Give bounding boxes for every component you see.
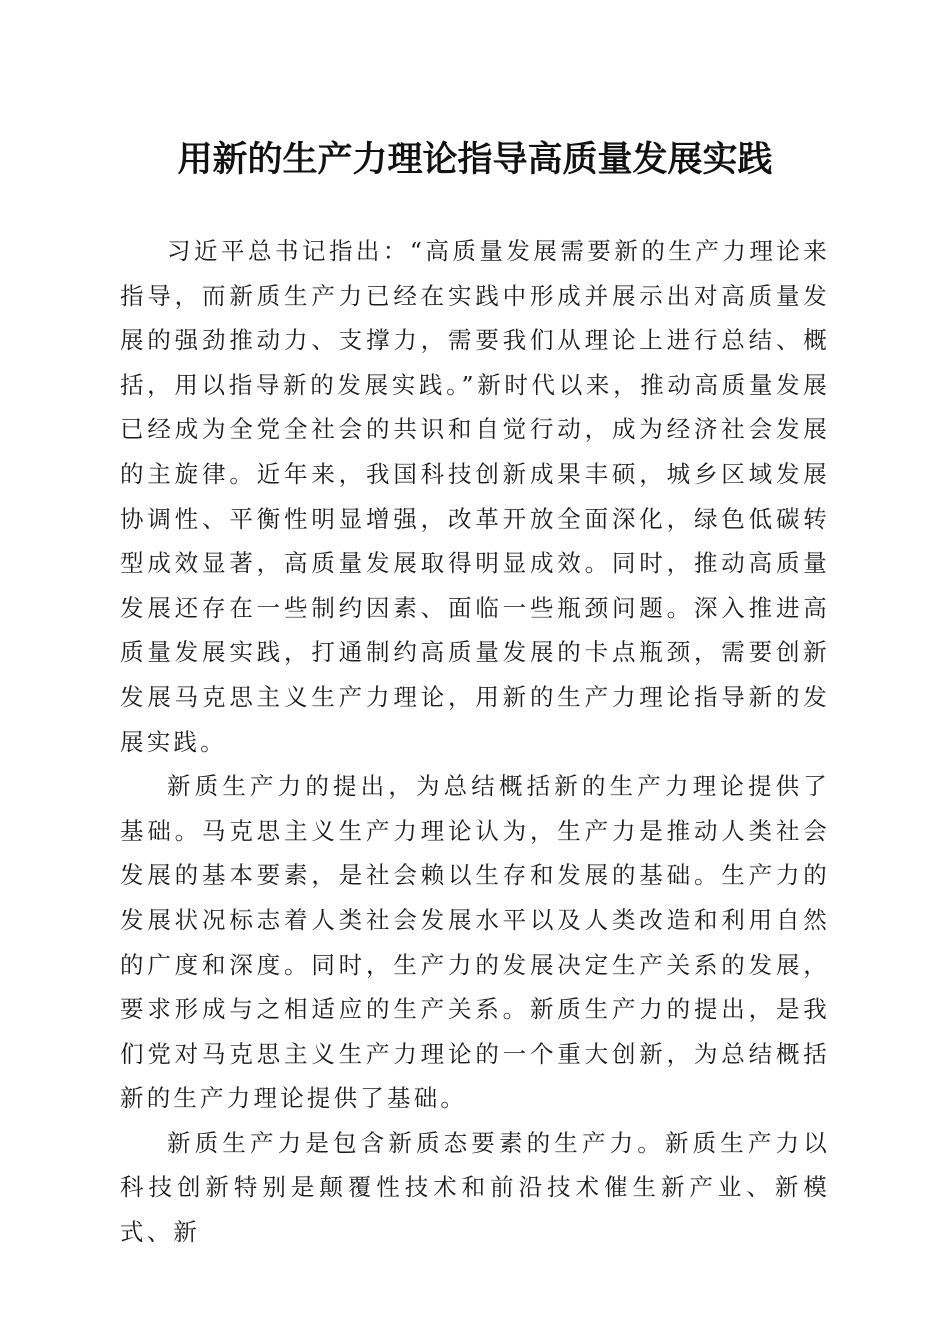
paragraph-2: 新质生产力的提出，为总结概括新的生产力理论提供了基础。马克思主义生产力理论认为，生产力是推动人类社会发展的基本要素，是社会赖以生存和发展的基础。生产力的发展状况标志着人类社会发展水平以及人类改造和利用自然的广度和深度。同时，生产力的发展决定生产关系的发展，要求形成与之相适应的生产关系。新质生产力的提出，是我们党对马克思主义生产力理论的一个重大创新，为总结概括新的生产力理论提供了基础。 (120, 772, 830, 1113)
paragraph-1: 习近平总书记指出：“高质量发展需要新的生产力理论来指导，而新质生产力已经在实践中形成并展示出对高质量发展的强劲推动力、支撑力，需要我们从理论上进行总结、概括，用以指导新的发展实践。”新时代以来，推动高质量发展已经成为全党全社会的共识和自觉行动，成为经济社会发展的主旋律。近年来，我国科技创新成果丰硕，城乡区域发展协调性、平衡性明显增强，改革开放全面深化，绿色低碳转型成效显著，高质量发展取得明显成效。同时，推动高质量发展还存在一些制约因素、面临一些瓶颈问题。深入推进高质量发展实践，打通制约高质量发展的卡点瓶颈，需要创新发展马克思主义生产力理论，用新的生产力理论指导新的发展实践。 (120, 237, 830, 756)
document-body (120, 229, 830, 1255)
paragraph-3: 新质生产力是包含新质态要素的生产力。新质生产力以科技创新特别是颠覆性技术和前沿技术催生新产业、新模式、新 (120, 1128, 830, 1247)
document-title: 用新的生产力理论指导高质量发展实践 (177, 139, 773, 180)
